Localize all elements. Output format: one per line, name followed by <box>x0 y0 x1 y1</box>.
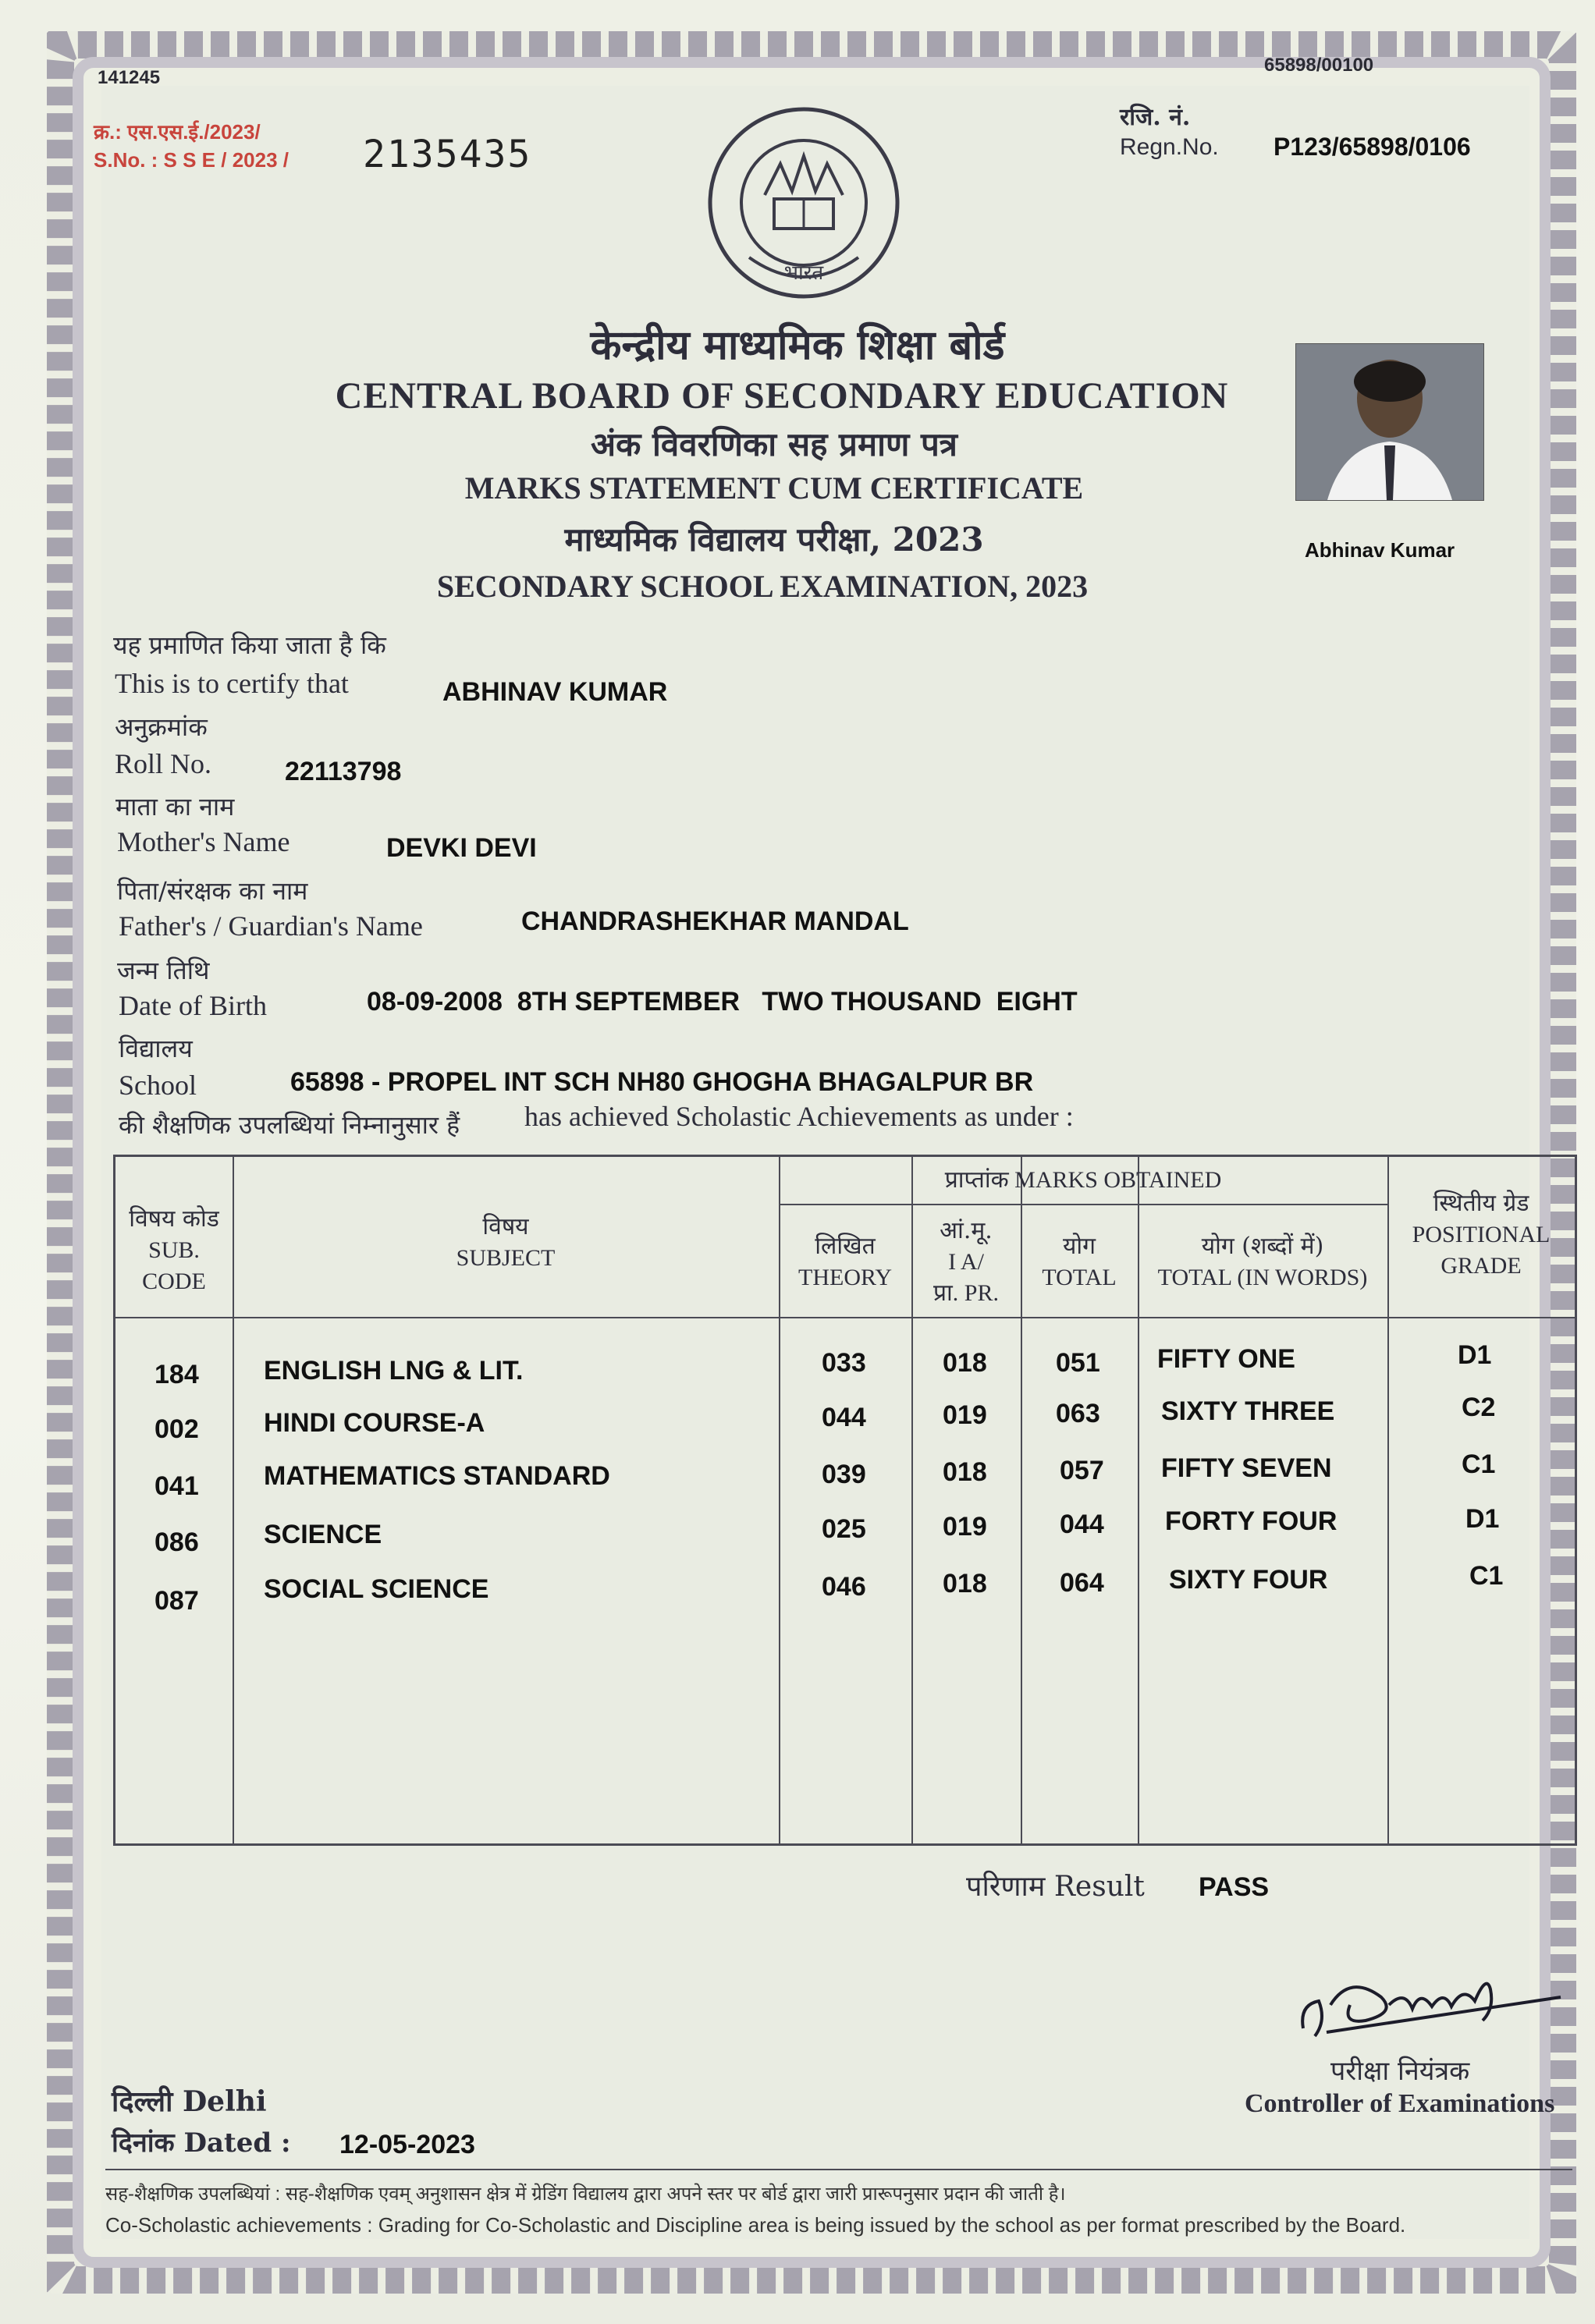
subject-name: MATHEMATICS STANDARD <box>264 1461 610 1491</box>
serial-hindi-label: क्र.: एस.एस.ई./2023/ <box>94 120 261 144</box>
dob-hindi: जन्म तिथि <box>117 956 210 985</box>
regn-english-label: Regn.No. <box>1120 134 1219 160</box>
subject-name: SOCIAL SCIENCE <box>264 1574 489 1604</box>
ia-marks: 018 <box>943 1457 987 1487</box>
total-in-words: SIXTY THREE <box>1161 1396 1335 1426</box>
controller-hindi: परीक्षा नियंत्रक <box>1330 2056 1470 2087</box>
serial-number: 2135435 <box>363 133 532 176</box>
school-name: 65898 - PROPEL INT SCH NH80 GHOGHA BHAGALPUR BR <box>290 1067 1034 1097</box>
top-right-code: 65898/00100 <box>1264 55 1374 76</box>
dated-value: 12-05-2023 <box>339 2130 475 2159</box>
father-english: Father's / Guardian's Name <box>119 910 423 942</box>
achieved-hindi: की शैक्षणिक उपलब्धियां निम्नानुसार हैं <box>119 1110 460 1140</box>
total-in-words: FIFTY ONE <box>1157 1344 1295 1374</box>
theory-marks: 039 <box>822 1460 866 1489</box>
certify-english: This is to certify that <box>115 668 349 699</box>
result-label: परिणाम Result <box>966 1871 1145 1903</box>
ia-marks: 018 <box>943 1569 987 1598</box>
theory-marks: 046 <box>822 1572 866 1602</box>
footnote-english: Co-Scholastic achievements : Grading for Co-Scholastic and Discipline area is being issued by the school as per format prescribed by the Board. <box>105 2213 1406 2237</box>
seal-text: भारत <box>783 261 824 285</box>
total-marks: 051 <box>1056 1348 1100 1378</box>
regn-number: P123/65898/0106 <box>1274 133 1471 161</box>
total-in-words: FIFTY SEVEN <box>1161 1453 1332 1483</box>
achieved-english: has achieved Scholastic Achievements as under : <box>524 1101 1074 1132</box>
mother-name: DEVKI DEVI <box>386 833 537 863</box>
board-name-english: CENTRAL BOARD OF SECONDARY EDUCATION <box>335 375 1229 417</box>
subject-name: SCIENCE <box>264 1520 382 1549</box>
top-left-code: 141245 <box>98 67 161 88</box>
total-marks: 063 <box>1056 1399 1100 1428</box>
roll-english: Roll No. <box>115 748 212 779</box>
date-of-birth: 08-09-2008 8TH SEPTEMBER TWO THOUSAND EIGHT <box>367 987 1078 1017</box>
result-value: PASS <box>1199 1872 1270 1902</box>
total-marks: 064 <box>1060 1568 1104 1598</box>
student-photo <box>1295 343 1484 501</box>
footnote-hindi: सह-शैक्षणिक उपलब्धियां : सह-शैक्षणिक एवम् अनुशासन क्षेत्र में ग्रेडिंग विद्यालय द्वारा अपने स्तर पर बोर्ड द्वारा जारी प्रारूपनुसार प्रदान की जाती है। <box>105 2184 1066 2205</box>
father-name: CHANDRASHEKHAR MANDAL <box>521 907 909 936</box>
th-code: विषय कोड SUB. CODE <box>129 1205 219 1294</box>
dob-english: Date of Birth <box>119 990 267 1021</box>
subject-code: 041 <box>155 1471 199 1501</box>
roll-hindi: अनुक्रमांक <box>115 712 208 742</box>
roll-number: 22113798 <box>285 757 402 786</box>
theory-marks: 025 <box>822 1514 866 1544</box>
certify-hindi: यह प्रमाणित किया जाता है कि <box>113 630 386 660</box>
theory-marks: 033 <box>822 1348 866 1378</box>
subject-code: 002 <box>155 1414 199 1444</box>
th-internal-assessment: आं.मू. I A/ प्रा. PR. <box>932 1217 1000 1306</box>
th-theory: लिखित THEORY <box>798 1233 892 1290</box>
total-marks: 057 <box>1060 1456 1104 1485</box>
father-hindi: पिता/संरक्षक का नाम <box>117 876 308 906</box>
grade: C2 <box>1462 1393 1496 1422</box>
th-positional-grade: स्थितीय ग्रेड POSITIONAL GRADE <box>1412 1190 1551 1279</box>
subject-code: 086 <box>155 1527 199 1557</box>
ia-marks: 019 <box>943 1400 987 1430</box>
th-marks-obtained: प्राप्तांक MARKS OBTAINED <box>944 1167 1222 1193</box>
school-hindi: विद्यालय <box>119 1034 193 1063</box>
ia-marks: 019 <box>943 1512 987 1542</box>
student-name: ABHINAV KUMAR <box>442 677 668 707</box>
dated-label: दिनांक Dated : <box>112 2127 291 2159</box>
grade: C1 <box>1462 1449 1496 1479</box>
doc-title-english: MARKS STATEMENT CUM CERTIFICATE <box>464 470 1084 506</box>
th-total-in-words: योग (शब्दों में) TOTAL (IN WORDS) <box>1157 1233 1368 1290</box>
grade: D1 <box>1458 1340 1492 1370</box>
regn-hindi-label: रजि. नं. <box>1120 104 1191 131</box>
subject-code: 184 <box>155 1360 199 1389</box>
mother-hindi: माता का नाम <box>115 792 235 821</box>
grade: C1 <box>1469 1561 1504 1591</box>
total-in-words: FORTY FOUR <box>1165 1506 1337 1536</box>
marks-table <box>113 1155 1577 1846</box>
subject-name: ENGLISH LNG & LIT. <box>264 1356 524 1386</box>
photo-signature: Abhinav Kumar <box>1305 538 1455 562</box>
footer-divider <box>105 2169 1572 2170</box>
board-name-hindi: केन्द्रीय माध्यमिक शिक्षा बोर्ड <box>590 321 1005 369</box>
cbse-seal-icon <box>702 101 905 304</box>
grade: D1 <box>1465 1504 1500 1534</box>
controller-signature <box>1295 1958 1576 2060</box>
exam-title-english: SECONDARY SCHOOL EXAMINATION, 2023 <box>436 569 1089 604</box>
exam-title-hindi: माध्यमिक विद्यालय परीक्षा, 2023 <box>564 520 984 559</box>
doc-title-hindi: अंक विवरणिका सह प्रमाण पत्र <box>591 425 957 463</box>
mother-english: Mother's Name <box>117 826 290 857</box>
total-marks: 044 <box>1060 1510 1104 1539</box>
place-label: दिल्ली Delhi <box>112 2085 267 2118</box>
th-subject: विषय SUBJECT <box>456 1213 556 1271</box>
total-in-words: SIXTY FOUR <box>1169 1565 1328 1595</box>
subject-code: 087 <box>155 1586 199 1616</box>
school-english: School <box>119 1070 197 1101</box>
subject-name: HINDI COURSE-A <box>264 1408 485 1438</box>
theory-marks: 044 <box>822 1403 866 1432</box>
th-total: योग TOTAL <box>1042 1233 1117 1290</box>
controller-english: Controller of Examinations <box>1245 2089 1555 2118</box>
ia-marks: 018 <box>943 1348 987 1378</box>
serial-english-label: S.No. : S S E / 2023 / <box>94 148 289 172</box>
